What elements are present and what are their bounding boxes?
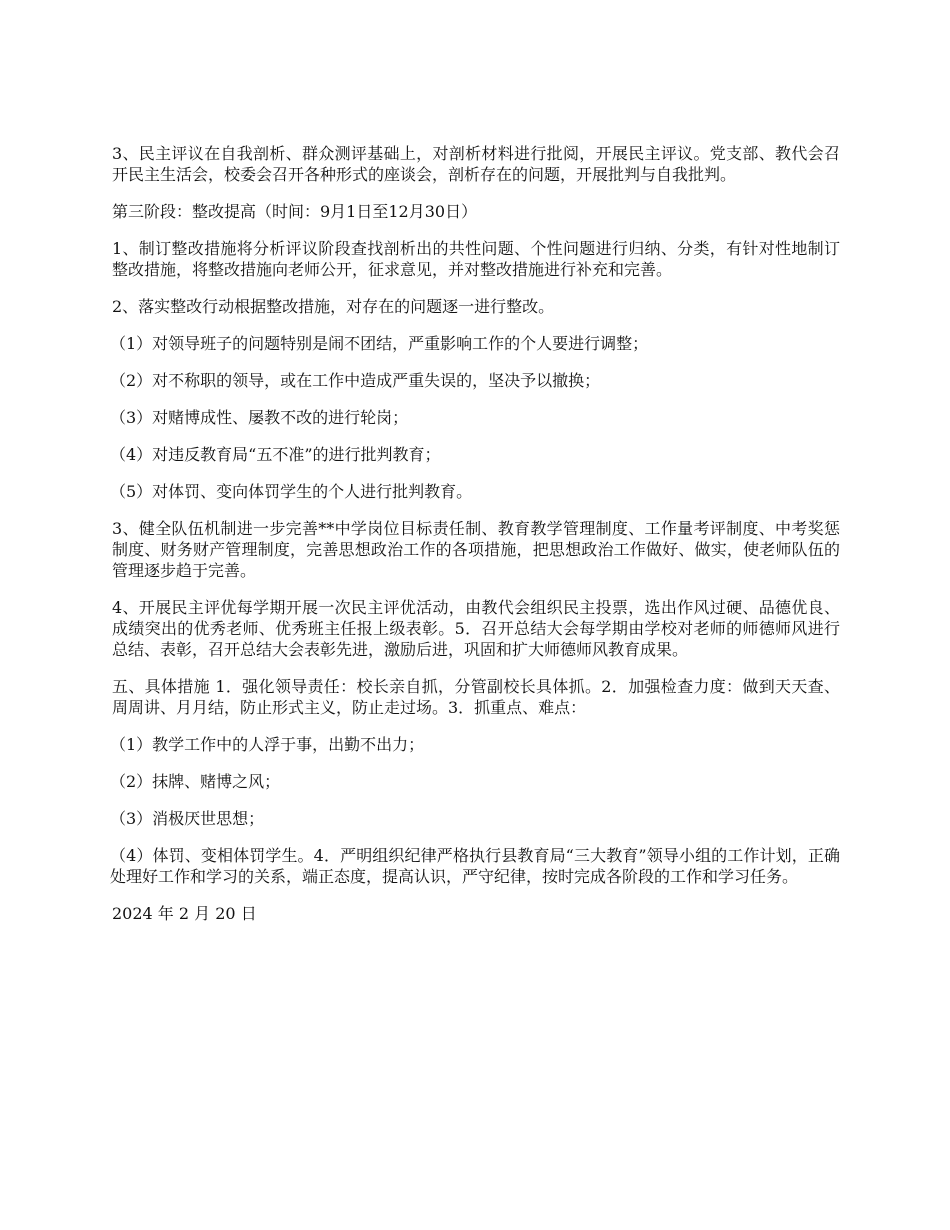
list-item-5: （5）对体罚、变向体罚学生的个人进行批判教育。	[110, 482, 473, 501]
paragraph-rectification-measures: 1、制订整改措施将分析评议阶段查找剖析出的共性问题、个性问题进行归纳、分类，有针对性地制订整改措施，将整改措施向老师公开，征求意见，并对整改措施进行补充和完善。	[112, 239, 840, 279]
focus-item-2: （2）抹牌、赌博之风；	[110, 772, 281, 791]
paragraph-democratic-review: 3、民主评议在自我剖析、群众测评基础上，对剖析材料进行批阅，开展民主评议。党支部、教代会召开民主生活会，校委会召开各种形式的座谈会，剖析存在的问题，开展批判与自我批判。	[112, 144, 840, 184]
document-body	[112, 143, 840, 940]
paragraph-stage-three-heading: 第三阶段：整改提高（时间：9月1日至12月30日）	[112, 202, 478, 221]
focus-item-1: （1）教学工作中的人浮于事，出勤不出力；	[110, 735, 425, 754]
list-item-2: （2）对不称职的领导，或在工作中造成严重失误的，坚决予以撤换；	[110, 371, 601, 390]
list-item-1: （1）对领导班子的问题特别是闹不团结，严重影响工作的个人要进行调整；	[110, 334, 649, 353]
list-item-4: （4）对违反教育局“五不准”的进行批判教育；	[110, 445, 441, 464]
document-date: 2024 年 2 月 20 日	[112, 904, 257, 923]
focus-item-3: （3）消极厌世思想；	[110, 809, 265, 828]
list-item-3: （3）对赌博成性、屡教不改的进行轮岗；	[110, 408, 409, 427]
focus-item-4: （4）体罚、变相体罚学生。4．严明组织纪律严格执行县教育局“三大教育”领导小组的工作计划，正确处理好工作和学习的关系，端正态度，提高认识，严守纪律，按时完成各阶段的工作和学习任务。	[110, 846, 840, 886]
paragraph-rectification-action: 2、落实整改行动根据整改措施，对存在的问题逐一进行整改。	[112, 297, 555, 316]
paragraph-merit-evaluation: 4、开展民主评优每学期开展一次民主评优活动，由教代会组织民主投票，选出作风过硬、品德优良、成绩突出的优秀老师、优秀班主任报上级表彰。5．召开总结大会每学期由学校对老师的师德师风进行总结、表彰，召开总结大会表彰先进，激励后进，巩固和扩大师德师风教育成果。	[112, 598, 840, 659]
paragraph-team-mechanism: 3、健全队伍机制进一步完善**中学岗位目标责任制、教育教学管理制度、工作量考评制度、中考奖惩制度、财务财产管理制度，完善思想政治工作的各项措施，把思想政治工作做好、做实，使老师队伍的管理逐步趋于完善。	[112, 519, 840, 580]
paragraph-specific-measures: 五、具体措施 1．强化领导责任：校长亲自抓，分管副校长具体抓。2．加强检查力度：做到天天查、周周讲、月月结，防止形式主义，防止走过场。3．抓重点、难点：	[112, 677, 840, 717]
